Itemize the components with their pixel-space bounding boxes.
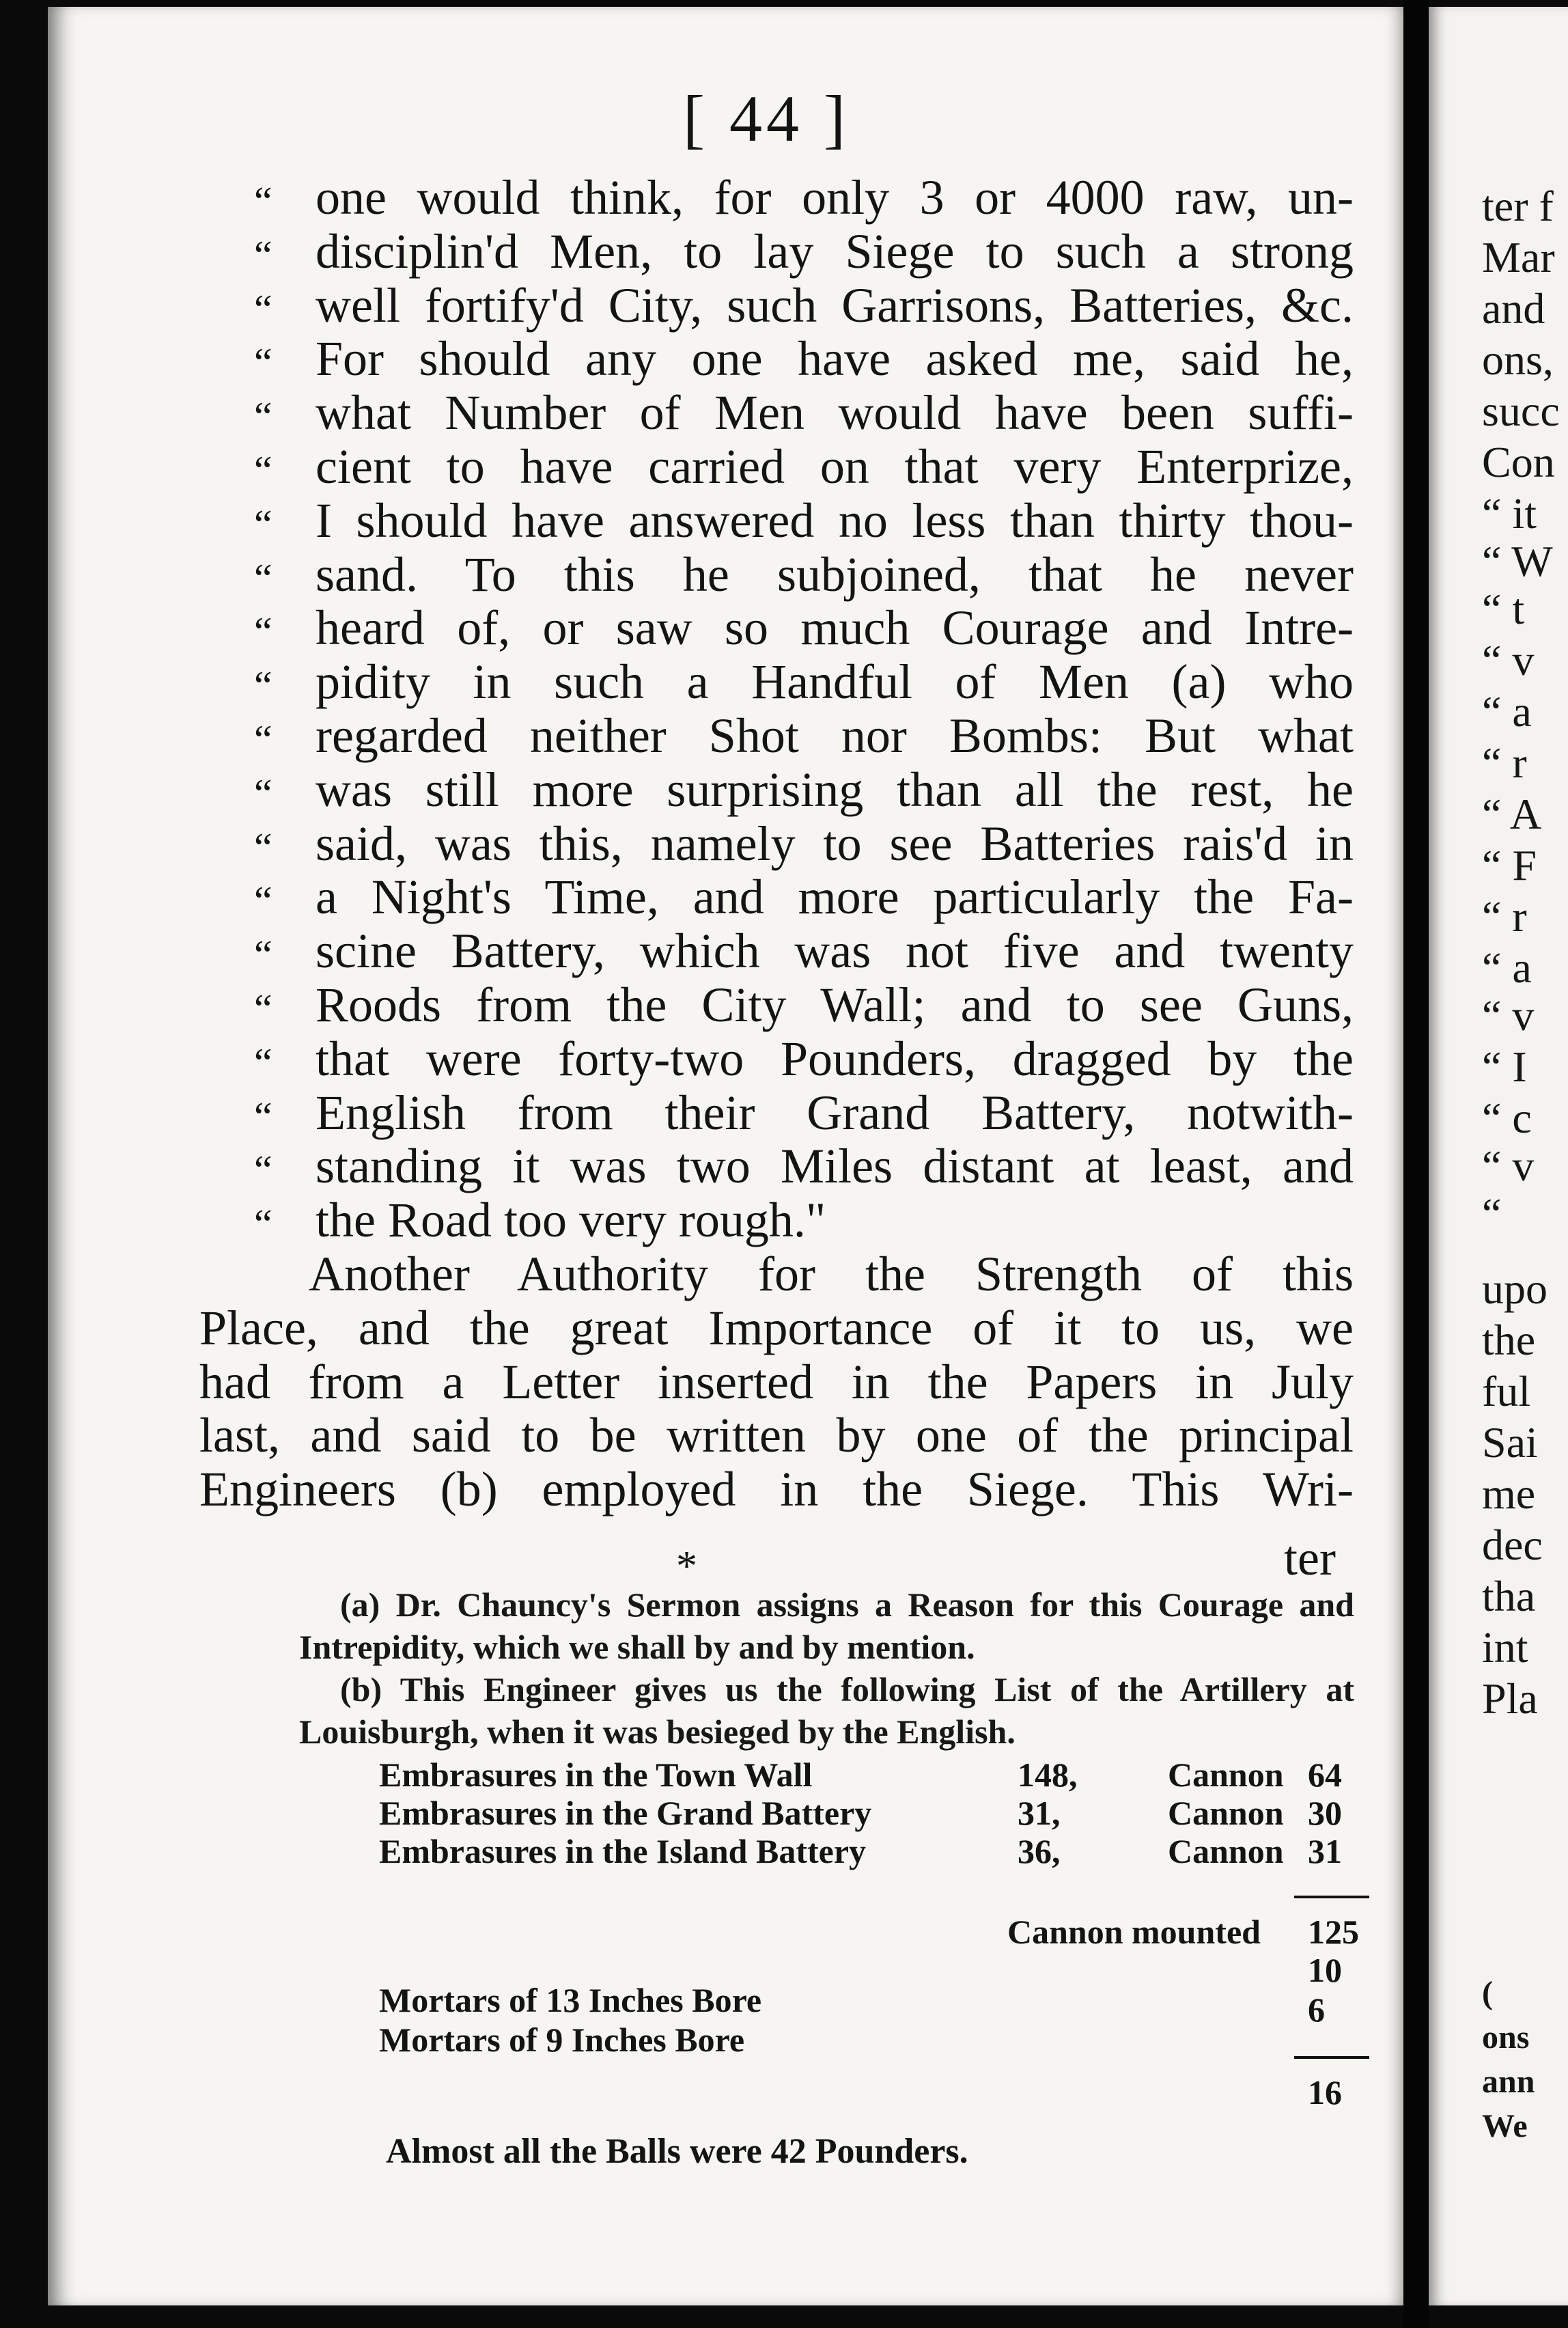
signature-mark: *	[676, 1543, 697, 1590]
text-line: Place, and the great Importance of it to us, we	[199, 1300, 1354, 1355]
facing-text-fragment: “ v	[1482, 991, 1535, 1040]
mortar-count: 10	[1308, 1951, 1342, 1989]
facing-note-fragment: ann	[1482, 2064, 1535, 2100]
facing-text-fragment: “ it	[1482, 489, 1537, 538]
mortars-total-row	[379, 2073, 1362, 2111]
mortars-total: 16	[1308, 2073, 1342, 2111]
text-line: “ what Number of Men would have been suffi-	[254, 386, 1354, 440]
facing-text-fragment: succ	[1482, 387, 1560, 435]
text-line: “ a Night's Time, and more particularly the Fa-	[254, 870, 1354, 924]
facing-text-fragment: “ r	[1482, 738, 1527, 787]
sum-rule	[1294, 2056, 1369, 2059]
book-gutter	[1403, 0, 1429, 2328]
text-line: “ pidity in such a Handful of Men (a) who	[254, 655, 1354, 709]
facing-note-fragment: (	[1482, 1975, 1493, 2011]
facing-text-fragment: ons,	[1482, 335, 1554, 384]
facing-text-fragment: Pla	[1482, 1674, 1538, 1723]
text-line: “ sand. To this he subjoined, that he never	[254, 548, 1354, 602]
facing-text-fragment: “ v	[1482, 636, 1535, 684]
closing-note: Almost all the Balls were 42 Pounders.	[386, 2132, 968, 2171]
facing-text-fragment: Sai	[1482, 1418, 1538, 1467]
footnote-a-line-2: Intrepidity, which we shall by and by mention.	[299, 1628, 975, 1666]
embrasure-count: 31,	[1018, 1794, 1061, 1832]
text-line: “ regarded neither Shot nor Bombs: But what	[254, 709, 1354, 763]
cannon-count: 30	[1308, 1794, 1342, 1832]
facing-text-fragment: “ t	[1482, 585, 1525, 633]
facing-text-fragment: tha	[1482, 1572, 1536, 1620]
facing-text-fragment: “ r	[1482, 892, 1527, 941]
text-line: “ standing it was two Miles distant at least, and	[254, 1139, 1354, 1193]
cannon-mounted-row	[379, 1913, 1362, 1951]
mortar-label: Mortars of 9 Inches Bore	[379, 2021, 745, 2059]
text-line: “ English from their Grand Battery, notwith-	[254, 1086, 1354, 1140]
cannon-label: Cannon	[1168, 1794, 1284, 1832]
facing-text-fragment: “ A	[1482, 790, 1542, 838]
facing-text-fragment: ter f	[1482, 182, 1554, 230]
cannon-label: Cannon	[1168, 1832, 1284, 1870]
facing-text-fragment: ful	[1482, 1367, 1531, 1415]
facing-text-fragment: “ c	[1482, 1094, 1532, 1142]
cannon-count: 31	[1308, 1832, 1342, 1870]
facing-text-fragment: “ W	[1482, 537, 1553, 585]
facing-text-fragment: int	[1482, 1623, 1528, 1672]
text-line: “ that were forty-two Pounders, dragged by the	[254, 1032, 1354, 1086]
facing-text-fragment: “ F	[1482, 841, 1537, 889]
embrasure-count: 148,	[1018, 1756, 1078, 1794]
footnote-b-line-1: (b) This Engineer gives us the following List of the Artillery at	[340, 1670, 1354, 1708]
text-line: Engineers (b) employed in the Siege. This Wri-	[199, 1462, 1354, 1517]
facing-text-fragment: upo	[1482, 1264, 1548, 1313]
artillery-label: Embrasures in the Grand Battery	[379, 1794, 872, 1832]
facing-text-fragment: and	[1482, 284, 1545, 333]
main-text	[199, 170, 1354, 1517]
facing-text-fragment: “ a	[1482, 943, 1532, 992]
mortar-row	[379, 1951, 1362, 2019]
right-page	[1429, 7, 1568, 2305]
text-line: “ I should have answered no less than thirty thou-	[254, 494, 1354, 548]
cannon-mounted-total: 125	[1308, 1913, 1359, 1951]
artillery-label: Embrasures in the Town Wall	[379, 1756, 813, 1794]
text-line: “ For should any one have asked me, said he,	[254, 332, 1354, 386]
facing-text-fragment: Mar	[1482, 233, 1555, 281]
text-line: “ said, was this, namely to see Batteries rais'd in	[254, 817, 1354, 871]
footnote-b-line-2: Louisburgh, when it was besieged by the English.	[299, 1713, 1016, 1751]
text-line: “ was still more surprising than all the rest, he	[254, 763, 1354, 817]
footnotes	[299, 1583, 1354, 1753]
facing-text-fragment: the	[1482, 1316, 1536, 1364]
facing-text-fragment: “ a	[1482, 687, 1532, 736]
artillery-row	[379, 1832, 1362, 1870]
cannon-mounted-label: Cannon mounted	[1007, 1913, 1261, 1951]
artillery-row	[379, 1794, 1362, 1832]
mortar-label: Mortars of 13 Inches Bore	[379, 1981, 762, 2019]
mortar-count: 6	[1308, 1991, 1325, 2029]
catchword: ter	[1284, 1531, 1336, 1585]
facing-text-fragment: “ v	[1482, 1141, 1535, 1190]
facing-text-fragment: Con	[1482, 438, 1555, 486]
text-line: “ scine Battery, which was not five and twenty	[254, 924, 1354, 978]
text-line: “ Roods from the City Wall; and to see Guns,	[254, 978, 1354, 1032]
text-line: “ the Road too very rough."	[254, 1193, 1354, 1247]
text-line: had from a Letter inserted in the Papers in July	[199, 1354, 1354, 1409]
text-line: “ one would think, for only 3 or 4000 raw, un-	[254, 171, 1354, 225]
footnote-a-line-1: (a) Dr. Chauncy's Sermon assigns a Reason for this Courage and	[340, 1585, 1354, 1624]
page-number: [ 44 ]	[683, 82, 850, 155]
facing-text-fragment: dec	[1482, 1521, 1543, 1569]
facing-text-fragment: “ I	[1482, 1042, 1527, 1091]
text-line: “ cient to have carried on that very Enterprize,	[254, 440, 1354, 494]
facing-text-fragment: me	[1482, 1469, 1536, 1518]
artillery-label: Embrasures in the Island Battery	[379, 1832, 867, 1870]
text-line: Another Authority for the Strength of this	[309, 1246, 1354, 1301]
text-line: “ heard of, or saw so much Courage and Intre-	[254, 601, 1354, 655]
facing-note-fragment: ons	[1482, 2019, 1530, 2055]
facing-text-fragment: “	[1482, 1189, 1502, 1238]
facing-note-fragment: We	[1482, 2108, 1528, 2144]
cannon-label: Cannon	[1168, 1756, 1284, 1794]
text-line: “ well fortify'd City, such Garrisons, Batteries, &c.	[254, 279, 1354, 333]
artillery-row	[379, 1756, 1362, 1794]
text-line: last, and said to be written by one of the principal	[199, 1408, 1354, 1463]
cannon-count: 64	[1308, 1756, 1342, 1794]
embrasure-count: 36,	[1018, 1832, 1061, 1870]
text-line: “ disciplin'd Men, to lay Siege to such a strong	[254, 225, 1354, 279]
sum-rule	[1294, 1896, 1369, 1898]
